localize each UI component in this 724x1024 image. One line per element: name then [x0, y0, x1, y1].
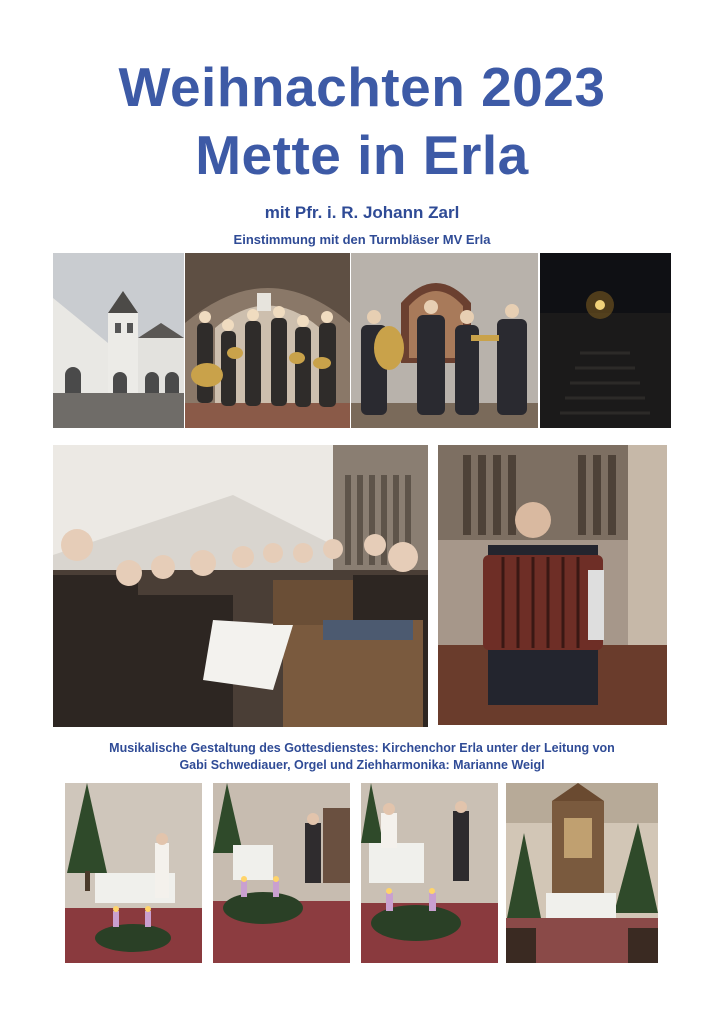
title-line-2: Mette in Erla [195, 124, 529, 186]
photo-brass-group-vault [185, 253, 350, 428]
photo-church-interior [506, 783, 658, 963]
photo-brass-group-window [351, 253, 538, 428]
photo-choir [53, 445, 428, 727]
caption-line-1: Musikalische Gestaltung des Gottesdienstes: Kirchenchor Erla unter der Leitung von [109, 741, 615, 755]
photo-accordion-player [438, 445, 667, 725]
photo-altar-2 [213, 783, 350, 963]
photo-altar-3 [361, 783, 498, 963]
photo-night-stairs [540, 253, 671, 428]
photo-church-tower [53, 253, 184, 428]
photo-altar-1 [65, 783, 202, 963]
caption-line-2: Gabi Schwediauer, Orgel und Ziehharmonika: Marianne Weigl [179, 758, 545, 772]
tagline: Einstimmung mit den Turmbläser MV Erla [233, 232, 491, 247]
title-line-1: Weihnachten 2023 [118, 56, 606, 118]
subtitle: mit Pfr. i. R. Johann Zarl [264, 203, 460, 222]
caption [40, 740, 684, 774]
